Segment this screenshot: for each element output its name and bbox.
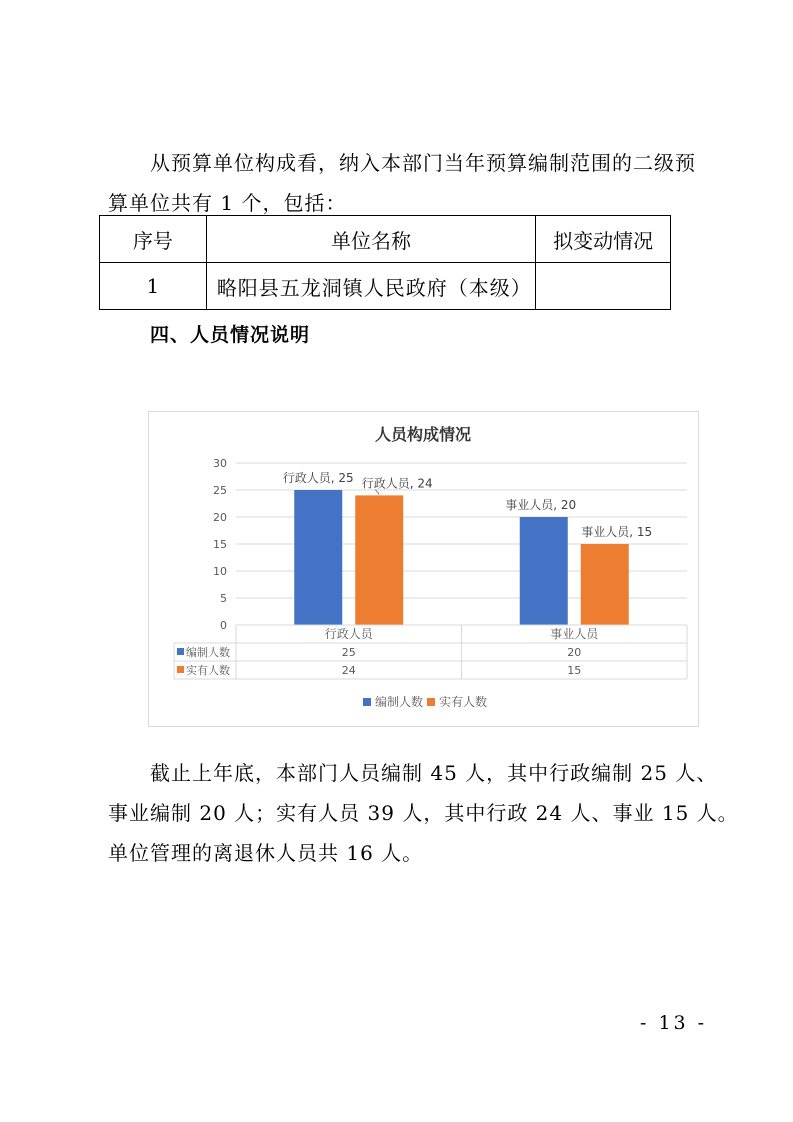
table-header-row (100, 216, 671, 263)
summary-line-3: 单位管理的离退休人员共 16 人。 (108, 841, 424, 865)
units-table (99, 215, 671, 310)
y-tick-label: 0 (220, 619, 227, 632)
header-index: 序号 (100, 216, 207, 263)
bar-planned (294, 490, 342, 625)
header-unit-name: 单位名称 (206, 216, 535, 263)
table-series-key (177, 648, 184, 655)
bar-actual (581, 544, 629, 625)
intro-line-2: 算单位共有 1 个，包括： (108, 191, 347, 215)
y-tick-label: 25 (213, 484, 227, 497)
bar-planned (520, 517, 568, 625)
table-cell-value: 15 (567, 664, 582, 677)
section-heading: 四、人员情况说明 (150, 324, 311, 346)
bar-actual (355, 495, 403, 625)
row-unit-name: 略阳县五龙洞镇人民政府（本级） (206, 263, 535, 310)
table-row (100, 263, 671, 310)
data-label: 行政人员, 24 (361, 476, 433, 491)
chart-svg (149, 412, 698, 726)
legend-label: 实有人数 (439, 695, 488, 709)
y-tick-label: 30 (213, 457, 227, 470)
y-tick-label: 20 (213, 511, 227, 524)
table-cell-value: 20 (567, 646, 582, 659)
legend-label: 编制人数 (375, 695, 424, 709)
x-tick-label: 事业人员 (550, 627, 599, 641)
y-tick-label: 10 (213, 565, 227, 578)
page-number: - 13 - (640, 1012, 708, 1034)
data-label: 事业人员, 20 (505, 498, 577, 512)
data-label: 行政人员, 25 (282, 471, 354, 485)
data-label: 事业人员, 15 (581, 525, 653, 539)
intro-line-1: 从预算单位构成看，纳入本部门当年预算编制范围的二级预 (150, 151, 696, 175)
row-change (536, 263, 671, 310)
legend-swatch (363, 698, 371, 706)
table-series-name: 编制人数 (186, 646, 230, 659)
y-tick-label: 15 (213, 538, 227, 551)
legend-swatch (427, 698, 435, 706)
row-index: 1 (100, 263, 207, 310)
summary-line-1: 截止上年底，本部门人员编制 45 人，其中行政编制 25 人、 (150, 761, 718, 785)
y-tick-label: 5 (220, 592, 227, 605)
table-cell-value: 25 (341, 646, 356, 659)
chart-title: 人员构成情况 (374, 425, 472, 444)
table-series-key (177, 666, 184, 673)
summary-line-2: 事业编制 20 人；实有人员 39 人，其中行政 24 人、事业 15 人。 (108, 801, 739, 825)
table-cell-value: 24 (341, 664, 356, 677)
table-series-name: 实有人数 (186, 664, 230, 677)
x-tick-label: 行政人员 (324, 627, 373, 641)
staff-chart (148, 411, 699, 727)
header-change: 拟变动情况 (536, 216, 671, 263)
